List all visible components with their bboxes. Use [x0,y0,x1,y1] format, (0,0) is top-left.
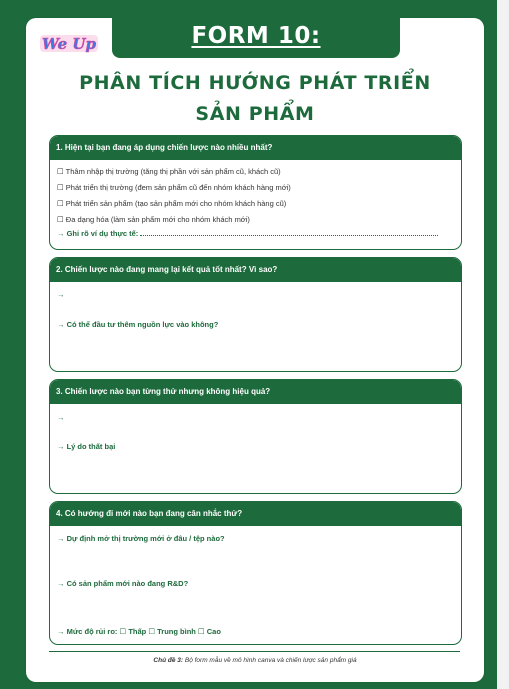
option-market-development[interactable]: ☐ Phát triển thị trường (đem sản phẩm cũ đến nhóm khách hàng mới) [57,183,291,192]
page-edge-shadow [497,0,509,689]
footer-divider [49,651,460,652]
logo-text: We Up [42,35,96,53]
section-3-heading: 3. Chiến lược nào bạn từng thử nhưng không hiệu quả? [50,380,461,404]
section-2-heading: 2. Chiến lược nào đang mang lại kết quả tốt nhất? Vì sao? [50,258,461,282]
section-1 [49,135,462,250]
section-1-heading: 1. Hiện tại bạn đang áp dụng chiến lược nào nhiều nhất? [50,136,461,160]
failure-reason-prompt[interactable]: → Lý do thất bại [57,442,116,451]
page-title-line-1: PHÂN TÍCH HƯỚNG PHÁT TRIỂN [79,72,431,94]
example-prompt-label: → Ghi rõ ví dụ thực tế: [57,229,139,238]
example-prompt [57,229,438,238]
footer-note [26,657,484,664]
risk-level-prompt[interactable]: → Mức độ rủi ro: ☐ Thấp ☐ Trung bình ☐ Cao [57,627,221,636]
failed-strategy-answer[interactable]: → [57,413,65,422]
section-4-heading: 4. Có hướng đi mới nào bạn đang cân nhắc thử? [50,502,461,526]
new-product-rd-prompt[interactable]: → Có sản phẩm mới nào đang R&D? [57,579,189,588]
form-label-tab: FORM 10: [112,14,400,58]
weup-logo [38,30,100,56]
example-answer-line[interactable] [140,235,438,236]
section-2 [49,257,462,372]
option-diversification[interactable]: ☐ Đa dạng hóa (làm sản phẩm mới cho nhóm khách mới) [57,215,250,224]
invest-more-prompt[interactable]: → Có thể đầu tư thêm nguồn lực vào không? [57,320,219,329]
page-title-line-2: SẢN PHẨM [195,103,315,125]
option-market-penetration[interactable]: ☐ Thâm nhập thị trường (tăng thị phần với sản phẩm cũ, khách cũ) [57,167,281,176]
footer-text: Bộ form mẫu về mô hình canva và chiến lược sản phẩm giá [184,657,357,664]
footer-label: Chủ đề 3: [153,657,184,664]
best-strategy-answer[interactable]: → [57,290,65,299]
section-4 [49,501,462,645]
option-product-development[interactable]: ☐ Phát triển sản phẩm (tạo sản phẩm mới cho nhóm khách hàng cũ) [57,199,287,208]
section-3 [49,379,462,494]
new-market-prompt[interactable]: → Dự định mở thị trường mới ở đâu / tệp nào? [57,534,225,543]
